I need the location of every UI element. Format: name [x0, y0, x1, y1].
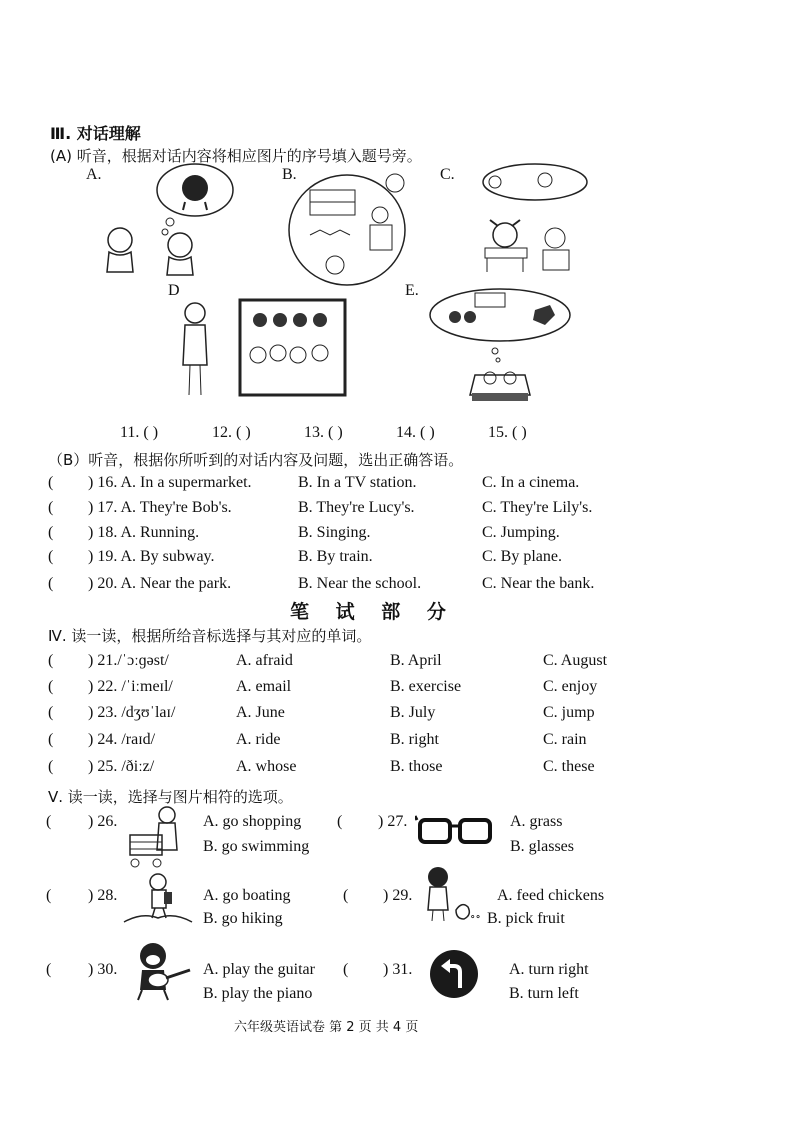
question-27-number: ) 27.	[378, 813, 408, 830]
option-b: B. They're Lucy's.	[298, 499, 415, 516]
answer-paren[interactable]: (	[48, 731, 54, 748]
option-c: C. Jumping.	[482, 524, 560, 541]
option-a: ) 17. A. They're Bob's.	[88, 499, 232, 516]
answer-paren[interactable]: (	[48, 704, 54, 721]
option-c: C. rain	[543, 731, 587, 748]
option-b: B. pick fruit	[487, 910, 565, 927]
picture-label-a: A.	[86, 166, 102, 183]
question-29-number: ) 29.	[383, 887, 413, 904]
option-a: A. afraid	[236, 652, 293, 669]
question-phonetic: ) 25. /ðiːz/	[88, 758, 155, 775]
option-a: ) 20. A. Near the park.	[88, 575, 232, 592]
option-b: B. glasses	[510, 838, 574, 855]
question-30-number: ) 30.	[88, 961, 118, 978]
option-c: C. By plane.	[482, 548, 562, 565]
answer-paren[interactable]: (	[48, 652, 54, 669]
picture-label-d: D	[168, 282, 180, 299]
hiking-boy-picture	[122, 872, 194, 924]
question-phonetic: ) 22. /ˈiːmeɪl/	[88, 678, 173, 695]
answer-paren-26[interactable]: (	[46, 813, 52, 830]
question-phonetic: ) 21./ˈɔːɡəst/	[88, 652, 169, 669]
option-c: C. these	[543, 758, 595, 775]
option-a: A. email	[236, 678, 292, 695]
bookstore-scene-picture	[285, 165, 415, 290]
answer-paren-30[interactable]: (	[46, 961, 52, 978]
answer-paren[interactable]: (	[48, 548, 54, 565]
option-c: C. They're Lily's.	[482, 499, 593, 516]
answer-paren-27[interactable]: (	[337, 813, 343, 830]
answer-paren[interactable]: (	[48, 499, 54, 516]
question-26-number: ) 26.	[88, 813, 118, 830]
section5-heading: Ⅴ. 读一读，选择与图片相符的选项。	[48, 788, 293, 806]
option-c: C. enjoy	[543, 678, 598, 695]
answer-13[interactable]: 13. ( )	[304, 424, 343, 441]
answer-paren-31[interactable]: (	[343, 961, 349, 978]
option-b: B. turn left	[509, 985, 579, 1002]
option-b: B. right	[390, 731, 439, 748]
option-a: A. June	[236, 704, 285, 721]
turn-left-sign-picture	[428, 948, 480, 1000]
students-drawing-picture	[465, 160, 590, 275]
option-a: A. ride	[236, 731, 281, 748]
option-b: B. Near the school.	[298, 575, 422, 592]
option-a: A. play the guitar	[203, 961, 315, 978]
monkey-guitar-picture	[128, 940, 193, 1002]
question-phonetic: ) 23. /dʒʊˈlaɪ/	[88, 704, 176, 721]
page-footer: 六年级英语试卷 第 2 页 共 4 页	[234, 1020, 419, 1035]
option-a: A. grass	[510, 813, 563, 830]
option-c: C. In a cinema.	[482, 474, 580, 491]
option-b: B. play the piano	[203, 985, 313, 1002]
answer-paren[interactable]: (	[48, 678, 54, 695]
feeding-chickens-picture	[420, 865, 475, 925]
option-a: A. whose	[236, 758, 297, 775]
option-b: B. go hiking	[203, 910, 283, 927]
option-a: A. go shopping	[203, 813, 302, 830]
answer-12[interactable]: 12. ( )	[212, 424, 251, 441]
answer-paren[interactable]: (	[48, 524, 54, 541]
boy-thinking-figure-picture	[95, 160, 240, 280]
option-a: ) 19. A. By subway.	[88, 548, 215, 565]
section3-partA-instruction: (A) 听音，根据对话内容将相应图片的序号填入题号旁。	[50, 147, 422, 165]
class-photo-picture	[180, 295, 350, 400]
option-a: ) 18. A. Running.	[88, 524, 200, 541]
farm-trip-car-picture	[420, 285, 580, 410]
answer-11[interactable]: 11. ( )	[120, 424, 159, 441]
answer-paren[interactable]: (	[48, 474, 54, 491]
answer-paren[interactable]: (	[48, 758, 54, 775]
answer-paren-28[interactable]: (	[46, 887, 52, 904]
question-phonetic: ) 24. /raɪd/	[88, 731, 156, 748]
section4-heading: Ⅳ. 读一读，根据所给音标选择与其对应的单词。	[48, 627, 372, 645]
answer-paren[interactable]: (	[48, 575, 54, 592]
section3-heading: Ⅲ. 对话理解	[50, 124, 141, 143]
option-b: B. go swimming	[203, 838, 310, 855]
question-31-number: ) 31.	[383, 961, 413, 978]
option-b: B. those	[390, 758, 443, 775]
option-c: C. Near the bank.	[482, 575, 595, 592]
shopping-cart-picture	[125, 805, 190, 870]
option-a: A. turn right	[509, 961, 589, 978]
answer-paren-29[interactable]: (	[343, 887, 349, 904]
option-b: B. Singing.	[298, 524, 371, 541]
picture-label-b: B.	[282, 166, 297, 183]
option-c: C. jump	[543, 704, 595, 721]
option-a: ) 16. A. In a supermarket.	[88, 474, 252, 491]
option-b: B. In a TV station.	[298, 474, 417, 491]
option-a: A. feed chickens	[497, 887, 605, 904]
picture-label-e: E.	[405, 282, 419, 299]
option-b: B. exercise	[390, 678, 462, 695]
option-b: B. July	[390, 704, 436, 721]
option-b: B. By train.	[298, 548, 373, 565]
option-b: B. April	[390, 652, 442, 669]
answer-14[interactable]: 14. ( )	[396, 424, 435, 441]
option-a: A. go boating	[203, 887, 291, 904]
glasses-picture	[415, 812, 495, 850]
chick-dots: ∘∘	[470, 911, 481, 923]
question-28-number: ) 28.	[88, 887, 118, 904]
section3-partB-instruction: （B）听音，根据你所听到的对话内容及问题，选出正确答语。	[48, 451, 464, 469]
option-c: C. August	[543, 652, 608, 669]
written-section-title: 笔 试 部 分	[290, 601, 456, 623]
picture-label-c: C.	[440, 166, 455, 183]
answer-15[interactable]: 15. ( )	[488, 424, 527, 441]
